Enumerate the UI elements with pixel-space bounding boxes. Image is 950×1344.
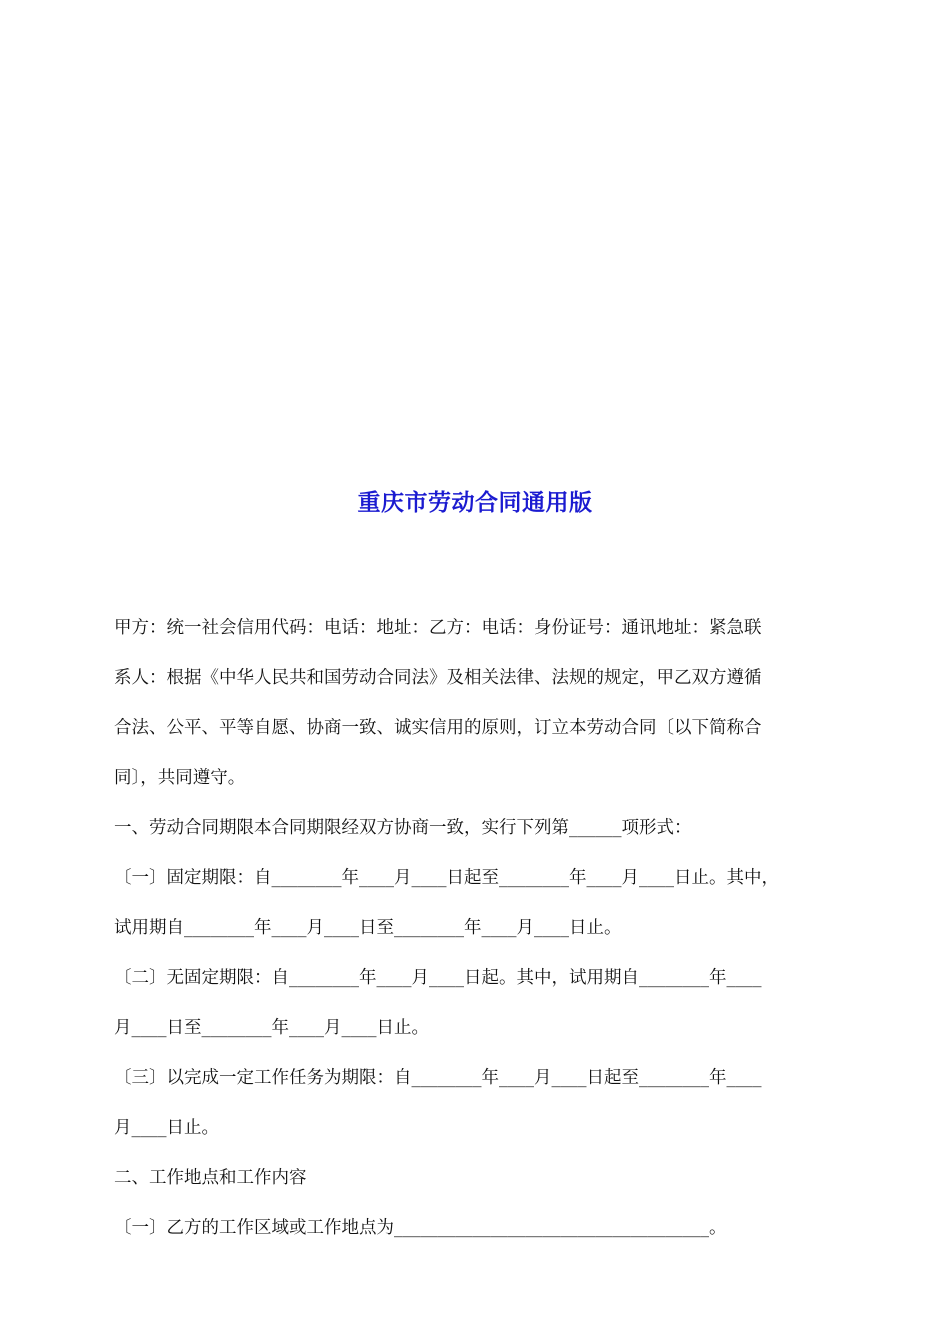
text-line: 月____日止。 [114,1118,219,1138]
text-line: 二、工作地点和工作内容 [114,1168,307,1188]
text-line: 同〕，共同遵守。 [114,768,246,788]
text-line: 月____日至________年____月____日止。 [114,1018,429,1038]
document-title: 重庆市劳动合同通用版 [357,490,593,516]
text-line: 合法、公平、平等自愿、协商一致、诚实信用的原则，订立本劳动合同〔以下简称合 [114,718,762,738]
text-line: 甲方：统一社会信用代码：电话：地址：乙方：电话：身份证号：通讯地址：紧急联 [114,618,762,638]
text-line: 系人：根据《中华人民共和国劳动合同法》及相关法律、法规的规定，甲乙双方遵循 [114,668,762,688]
text-line: 〔二〕无固定期限：自________年____月____日起。其中，试用期自________年____ [114,968,762,988]
text-line: 〔三〕以完成一定工作任务为期限：自________年____月____日起至________年____ [114,1068,762,1088]
text-line: 试用期自________年____月____日至________年____月____日止。 [114,918,622,938]
text-line: 〔一〕乙方的工作区域或工作地点为____________________________________。 [114,1218,727,1238]
document-body [114,603,844,1253]
text-line: 〔一〕固定期限：自________年____月____日起至________年____月____日止。其中， [114,868,779,888]
text-line: 一、劳动合同期限本合同期限经双方协商一致，实行下列第______项形式： [114,818,692,838]
